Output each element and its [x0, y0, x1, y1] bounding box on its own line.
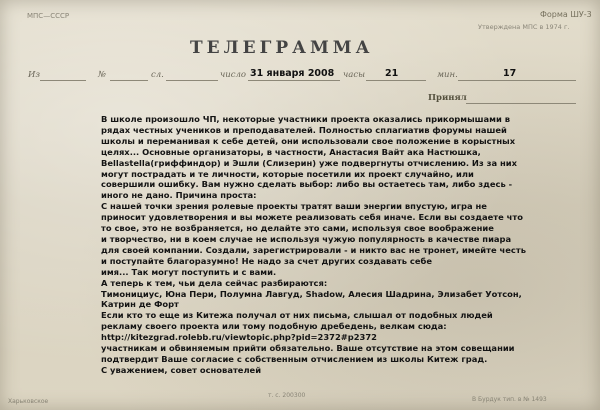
form-title: ТЕЛЕГРАММА	[190, 38, 374, 58]
date-label: число	[220, 70, 247, 80]
message-line: Тимонициус, Юна Пери, Полумна Лавгуд, Shadow, Алесия Шадрина, Элизабет Уотсон,	[101, 288, 522, 299]
words-label: сл.	[151, 70, 164, 80]
message-line: Катрин де Форт	[101, 299, 179, 310]
hours-value: 21	[385, 68, 399, 79]
message-line: рядах честных учеников и преподавателей. Полностью сплагиатив форумы нашей	[101, 124, 507, 135]
message-signature: С уважением, совет основателей	[101, 364, 262, 375]
message-line: А теперь к тем, чьи дела сейчас разбираются:	[101, 277, 328, 288]
footer-mid: т. с. 200300	[268, 392, 306, 399]
form-number-label: Форма ШУ-3	[540, 10, 592, 19]
message-line: для своей компании. Создали, зарегистрировали - и никто вас не тронет, имейте честь	[101, 244, 526, 255]
message-line: и поступайте благоразумно! Не надо за счет других создавать себе	[101, 255, 433, 266]
minutes-value: 17	[503, 68, 517, 79]
message-line: и творчество, ни в коем случае не используя чужую популярность в качестве пиара	[101, 233, 512, 244]
message-line: имя... Так могут поступить и с вами.	[101, 266, 277, 277]
from-label: Из	[28, 70, 41, 80]
date-line	[248, 80, 340, 81]
footer-right: В Бурдук тип. в № 1493	[472, 396, 547, 403]
message-line: Если кто то еще из Китежа получал от них письма, слышал от подобных людей	[101, 310, 493, 321]
message-line: целях... Основные организаторы, в частности, Анастасия Вайт ака Настюшка,	[101, 146, 481, 157]
message-line: В школе произошло ЧП, некоторые участники проекта оказались прикормышами в	[101, 114, 510, 124]
message-body	[101, 114, 598, 376]
message-line: могут пострадать и те личности, которые посетили их проект случайно, или	[101, 168, 474, 179]
message-line: то свое, это не возбраняется, но делайте это сами, используя свое воображение	[101, 223, 494, 234]
message-line: приносит удовлетворения и вы можете реализовать себя иначе. Если вы создаете что	[101, 212, 523, 223]
message-line: рекламу своего проекта или тому подобную дребедень, велкам сюда:	[101, 321, 447, 332]
number-label: №	[98, 70, 107, 80]
message-line: участникам и обвиняемым прийти обязательно. Ваше отсутствие на этом совещании	[101, 343, 515, 354]
number-line	[110, 80, 148, 81]
hours-label: часы	[343, 70, 366, 80]
approval-note: Утверждена МПС в 1974 г.	[478, 23, 570, 31]
received-line	[466, 103, 576, 104]
minutes-line	[458, 80, 576, 81]
message-line: школы и переманивая к себе детей, они использовали свое положение в корыстных	[101, 135, 516, 146]
message-line: Bellastella(гриффиндор) и Эшли (Слизерин) уже подвергнуты отчислению. Из за них	[101, 157, 518, 168]
footer-left: Харьковское	[8, 398, 49, 405]
words-line	[166, 80, 218, 81]
message-line: иного не дано. Причина проста:	[101, 190, 257, 201]
hours-line	[366, 80, 426, 81]
message-line: С нашей точки зрения ролевые проекты тратят ваши энергии впустую, игра не	[101, 201, 487, 212]
ministry-label: МПС—СССР	[27, 12, 70, 20]
message-line: совершили ошибку. Вам нужно сделать выбор: либо вы остаетесь там, либо здесь -	[101, 179, 513, 190]
message-line: подтвердит Ваше согласие с собственным отчислением из школы Китеж град.	[101, 353, 488, 364]
from-line	[40, 80, 86, 81]
date-value: 31 января 2008	[250, 68, 335, 79]
message-link[interactable]: http://kitezgrad.rolebb.ru/viewtopic.php?pid=2372#p2372	[101, 332, 377, 343]
received-label: Принял	[428, 93, 467, 103]
minutes-label: мин.	[437, 70, 458, 80]
